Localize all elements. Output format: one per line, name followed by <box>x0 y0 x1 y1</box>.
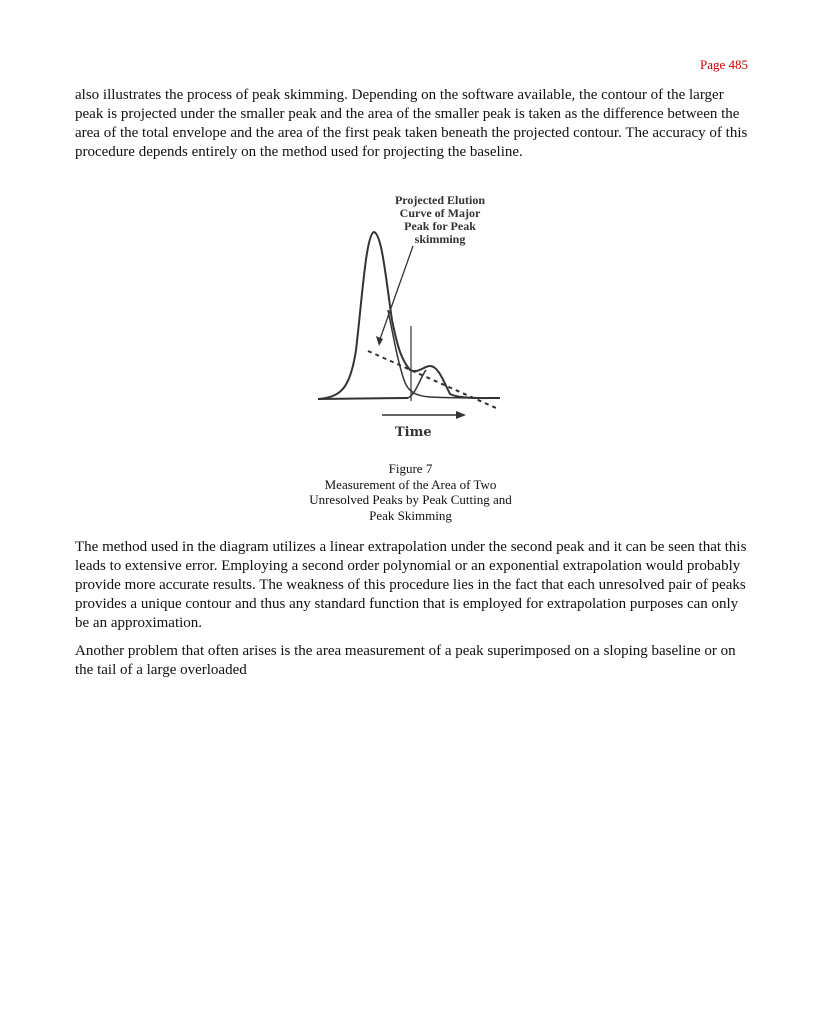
paragraph-intro: also illustrates the process of peak skimming. Depending on the software available, the contour of the larger peak is projected under the smaller peak and the area of the smaller peak is taken as the difference between the area of the total envelope and the area of the first peak taken beneath the projected contour. The accuracy of this procedure depends entirely on the method used for projecting the baseline. <box>75 87 748 160</box>
page-number: Page 485 <box>699 57 748 72</box>
figure-caption <box>270 461 551 523</box>
caption-line: Measurement of the Area of Two <box>324 476 497 492</box>
caption-line: Unresolved Peaks by Peak Cutting and <box>309 492 512 507</box>
figure-7 <box>300 190 522 450</box>
projected-curve-annotation: Projected Elution Curve of Major Peak for Peak skimming <box>394 193 486 246</box>
x-axis-label: Time <box>395 425 432 440</box>
time-axis-arrowhead <box>456 411 466 419</box>
dashed-extrapolation-line <box>368 351 496 408</box>
baseline-left <box>318 398 408 399</box>
annotation-pointer-arrowhead <box>376 336 383 346</box>
paragraph-problem: Another problem that often arises is the area measurement of a peak superimposed on a sloping baseline or on the tail of a large overloaded <box>75 643 736 678</box>
caption-figure-number: Figure 7 <box>388 461 433 476</box>
paragraph-method: The method used in the diagram utilizes a linear extrapolation under the second peak and it can be seen that this leads to extensive error. Employing a second order polynomial or an exponential extrapolation would probably provide more accurate results. The weakness of this procedure lies in the fact that each unresolved pair of peaks provides a unique contour and thus any standard function that is employed for extrapolation purposes can only be an approximation. <box>75 539 747 631</box>
caption-line: Peak Skimming <box>369 507 452 523</box>
